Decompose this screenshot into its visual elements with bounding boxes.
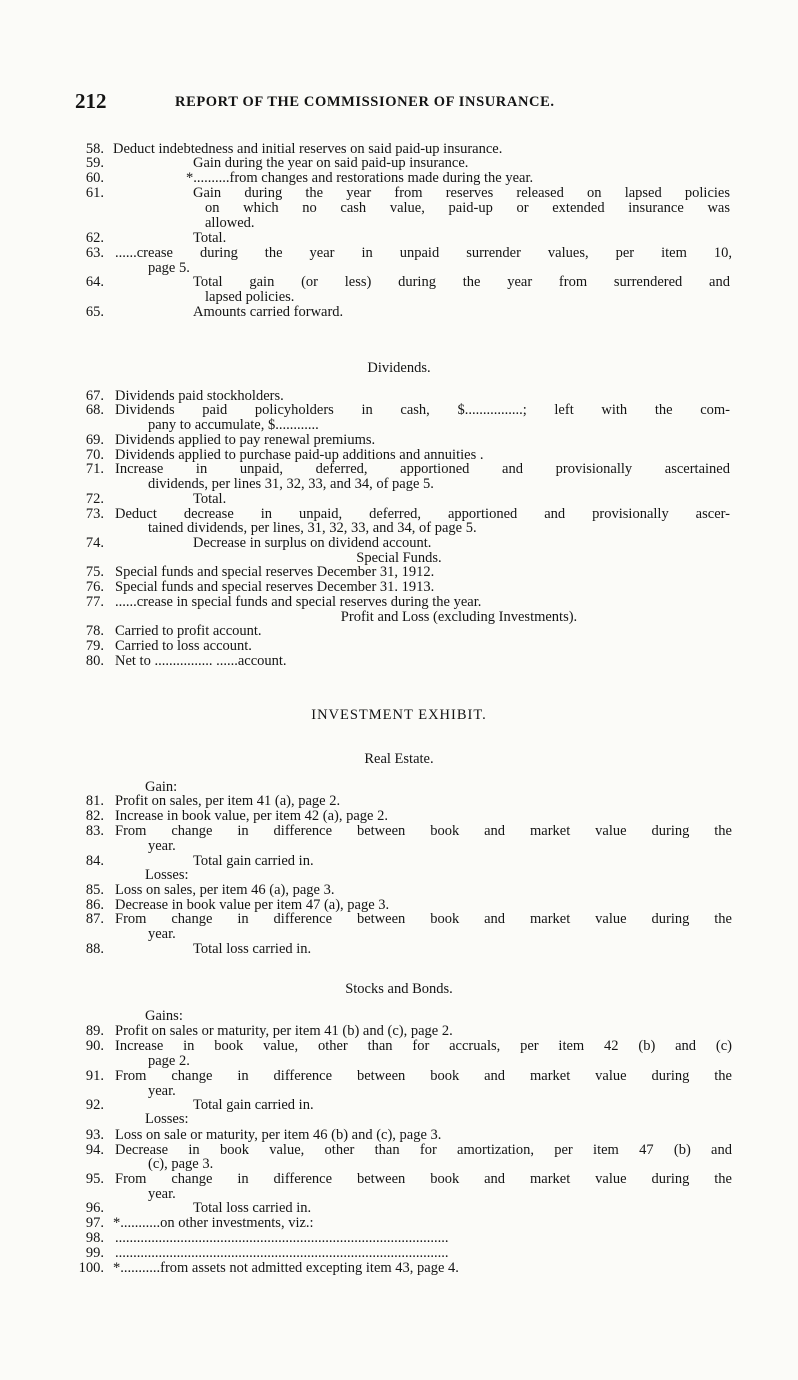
line-number: 78.	[85, 623, 104, 639]
line-item	[0, 418, 798, 433]
line-text: allowed.	[205, 215, 255, 231]
line-number: 99.	[85, 1245, 104, 1261]
line-item	[0, 246, 798, 261]
line-number: 96.	[85, 1200, 104, 1216]
line-text: year.	[148, 1186, 176, 1202]
line-text: Net to ................ ......account.	[115, 653, 287, 669]
line-number: 90.	[85, 1038, 104, 1054]
line-item	[0, 403, 798, 418]
line-number: 65.	[85, 304, 104, 320]
line-text: From change in difference between book and market value during the	[115, 911, 732, 927]
line-text: Loss on sale or maturity, per item 46 (b) and (c), page 3.	[115, 1127, 442, 1143]
line-item	[0, 186, 798, 201]
line-item	[0, 305, 798, 320]
line-text: Decrease in book value, other than for amortization, per item 47 (b) and	[115, 1142, 732, 1158]
line-text: Profit on sales, per item 41 (a), page 2.	[115, 793, 341, 809]
line-text: Gain during the year from reserves released on lapsed policies	[193, 185, 730, 201]
line-item	[0, 1024, 798, 1039]
line-text: on which no cash value, paid-up or extended insurance was	[205, 200, 730, 216]
line-item	[0, 1216, 798, 1231]
line-text: Total gain carried in.	[193, 853, 314, 869]
line-item	[0, 536, 798, 551]
line-number: 93.	[85, 1127, 104, 1143]
line-text: ............................................................................................	[115, 1230, 449, 1246]
line-item	[0, 1054, 798, 1069]
line-item	[0, 942, 798, 957]
line-text: Special funds and special reserves December 31. 1913.	[115, 579, 435, 595]
page-number: 212	[75, 89, 107, 113]
line-item	[0, 580, 798, 595]
line-item	[0, 912, 798, 927]
line-item	[0, 1231, 798, 1246]
line-text: Amounts carried forward.	[193, 304, 344, 320]
line-item	[0, 1128, 798, 1143]
line-text: Decrease in book value per item 47 (a), page 3.	[115, 897, 390, 913]
line-number: 59.	[85, 155, 104, 171]
line-item	[0, 595, 798, 610]
line-text: pany to accumulate, $............	[148, 417, 319, 433]
line-item	[0, 231, 798, 246]
line-item	[0, 927, 798, 942]
line-item	[0, 1084, 798, 1099]
line-number: 58.	[85, 141, 104, 157]
line-number: 67.	[85, 388, 104, 404]
line-text: From change in difference between book and market value during the	[115, 1068, 732, 1084]
line-number: 94.	[85, 1142, 104, 1158]
line-text: Increase in unpaid, deferred, apportioned and provisionally ascertained	[115, 461, 730, 477]
line-item	[0, 1069, 798, 1084]
line-text: Total loss carried in.	[193, 1200, 312, 1216]
line-number: 89.	[85, 1023, 104, 1039]
line-item	[0, 654, 798, 669]
line-item	[0, 883, 798, 898]
line-number: 75.	[85, 564, 104, 580]
line-text: *...........on other investments, viz.:	[113, 1215, 314, 1231]
line-number: 76.	[85, 579, 104, 595]
subhead-gain: Gain:	[145, 779, 178, 795]
section-heading-dividends: Dividends.	[367, 360, 431, 376]
section-heading-stocks-bonds: Stocks and Bonds.	[345, 981, 453, 997]
line-item	[0, 794, 798, 809]
line-text: Total.	[193, 230, 227, 246]
line-item	[0, 492, 798, 507]
line-number: 64.	[85, 274, 104, 290]
line-item	[0, 1157, 798, 1172]
page-header	[75, 89, 735, 115]
line-text: *...........from assets not admitted excepting item 43, page 4.	[113, 1260, 459, 1276]
line-number: 68.	[85, 402, 104, 418]
line-text: Dividends paid policyholders in cash, $................; left with the com-	[115, 402, 730, 418]
section-heading-special-funds: Special Funds.	[356, 550, 442, 566]
section-heading-profit-loss: Profit and Loss (excluding Investments).	[340, 609, 578, 625]
line-text: Total loss carried in.	[193, 941, 312, 957]
line-item	[0, 1098, 798, 1113]
line-item	[0, 1039, 798, 1054]
line-text: Gain during the year on said paid-up insurance.	[193, 155, 469, 171]
line-text: Total.	[193, 491, 227, 507]
line-text: ......crease during the year in unpaid surrender values, per item 10,	[115, 245, 732, 261]
line-text: Dividends paid stockholders.	[115, 388, 284, 404]
line-text: Total gain carried in.	[193, 1097, 314, 1113]
line-number: 87.	[85, 911, 104, 927]
line-item	[0, 839, 798, 854]
line-item	[0, 1187, 798, 1202]
line-text: (c), page 3.	[148, 1156, 214, 1172]
line-number: 82.	[85, 808, 104, 824]
line-item	[0, 156, 798, 171]
line-text: page 5.	[148, 260, 190, 276]
line-number: 74.	[85, 535, 104, 551]
line-text: Carried to profit account.	[115, 623, 262, 639]
line-number: 100.	[78, 1260, 104, 1276]
line-number: 98.	[85, 1230, 104, 1246]
line-number: 61.	[85, 185, 104, 201]
line-number: 97.	[85, 1215, 104, 1231]
line-text: tained dividends, per lines, 31, 32, 33, and 34, of page 5.	[148, 520, 477, 536]
line-item	[0, 1246, 798, 1261]
line-text: year.	[148, 838, 176, 854]
line-text: Deduct decrease in unpaid, deferred, apportioned and provisionally ascer-	[115, 506, 730, 522]
line-item	[0, 521, 798, 536]
line-number: 71.	[85, 461, 104, 477]
line-text: lapsed policies.	[205, 289, 295, 305]
line-number: 77.	[85, 594, 104, 610]
line-text: dividends, per lines 31, 32, 33, and 34, of page 5.	[148, 476, 434, 492]
line-number: 80.	[85, 653, 104, 669]
line-number: 88.	[85, 941, 104, 957]
line-number: 91.	[85, 1068, 104, 1084]
line-text: Profit on sales or maturity, per item 41 (b) and (c), page 2.	[115, 1023, 453, 1039]
line-text: page 2.	[148, 1053, 190, 1069]
line-item	[0, 624, 798, 639]
line-item	[0, 854, 798, 869]
line-number: 92.	[85, 1097, 104, 1113]
line-item	[0, 639, 798, 654]
line-item	[0, 433, 798, 448]
line-text: Increase in book value, other than for accruals, per item 42 (b) and (c)	[115, 1038, 732, 1054]
line-text: Deduct indebtedness and initial reserves on said paid-up insurance.	[113, 141, 503, 157]
subhead-gains: Gains:	[145, 1008, 183, 1024]
line-number: 84.	[85, 853, 104, 869]
line-item	[0, 565, 798, 580]
line-item	[0, 824, 798, 839]
line-item	[0, 809, 798, 824]
line-text: Dividends applied to pay renewal premiums.	[115, 432, 376, 448]
line-number: 85.	[85, 882, 104, 898]
line-number: 81.	[85, 793, 104, 809]
line-number: 70.	[85, 447, 104, 463]
line-item	[0, 201, 798, 216]
line-text: From change in difference between book and market value during the	[115, 823, 732, 839]
line-number: 60.	[85, 170, 104, 186]
line-text: Increase in book value, per item 42 (a), page 2.	[115, 808, 388, 824]
line-number: 73.	[85, 506, 104, 522]
line-text: year.	[148, 926, 176, 942]
line-text: Dividends applied to purchase paid-up additions and annuities .	[115, 447, 484, 463]
subhead-losses: Losses:	[145, 867, 189, 883]
line-text: Loss on sales, per item 46 (a), page 3.	[115, 882, 335, 898]
line-number: 83.	[85, 823, 104, 839]
line-item	[0, 1143, 798, 1158]
line-text: Carried to loss account.	[115, 638, 252, 654]
line-number: 79.	[85, 638, 104, 654]
line-number: 72.	[85, 491, 104, 507]
line-text: year.	[148, 1083, 176, 1099]
line-text: From change in difference between book and market value during the	[115, 1171, 732, 1187]
subhead-losses: Losses:	[145, 1111, 189, 1127]
line-text: Special funds and special reserves December 31, 1912.	[115, 564, 435, 580]
line-item	[0, 462, 798, 477]
line-item	[0, 290, 798, 305]
line-item	[0, 216, 798, 231]
section-heading-real-estate: Real Estate.	[364, 751, 434, 767]
line-number: 63.	[85, 245, 104, 261]
line-item	[0, 1261, 798, 1276]
line-number: 62.	[85, 230, 104, 246]
line-text: ......crease in special funds and special reserves during the year.	[115, 594, 482, 610]
line-text: Total gain (or less) during the year from surrendered and	[193, 274, 730, 290]
line-number: 69.	[85, 432, 104, 448]
line-item	[0, 1201, 798, 1216]
section-heading-investment-exhibit: INVESTMENT EXHIBIT.	[311, 707, 487, 723]
line-item	[0, 477, 798, 492]
line-item	[0, 275, 798, 290]
line-text: ............................................................................................	[115, 1245, 449, 1261]
line-text: *..........from changes and restorations made during the year.	[186, 170, 534, 186]
line-text: Decrease in surplus on dividend account.	[193, 535, 432, 551]
line-item	[0, 1172, 798, 1187]
line-number: 95.	[85, 1171, 104, 1187]
line-number: 86.	[85, 897, 104, 913]
line-item	[0, 171, 798, 186]
page-title: REPORT OF THE COMMISSIONER OF INSURANCE.	[175, 94, 555, 110]
